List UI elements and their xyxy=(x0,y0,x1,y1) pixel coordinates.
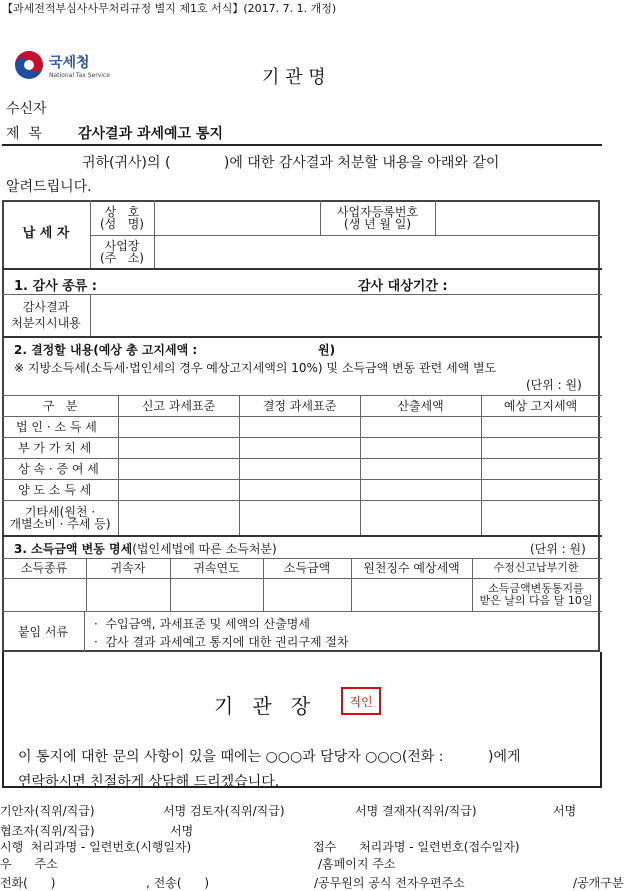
phone-label: 전화( ) xyxy=(0,876,56,890)
trade-name-label xyxy=(90,200,154,235)
reg-no-text: 사업자등록번호 xyxy=(336,204,419,219)
col-attribution-year: 귀속연도 xyxy=(193,561,240,575)
col-withholding-tax: 원천징수 예상세액 xyxy=(363,561,460,575)
signature-block xyxy=(2,652,602,788)
disclosure-label: /공개구분 xyxy=(573,876,624,890)
col-expected-tax: 예상 고지세액 xyxy=(503,398,578,413)
logo-korean-text: 국세청 xyxy=(49,55,90,71)
section2-title: 2. 결정할 내용(예상 총 고지세액 : xyxy=(14,343,198,357)
form-reference-note: 【과세전적부심사사무처리규정 별지 제1호 서식】(2017. 7. 1. 개정) xyxy=(2,2,337,15)
intro-line1: 귀하(귀사)의 ( )에 대한 감사결과 처분할 내용을 아래와 같이 xyxy=(82,155,500,171)
taxpayer-label: 납 세 자 xyxy=(22,226,70,241)
deadline-line2: 받은 날의 다음 달 10일 xyxy=(479,593,593,607)
row-other-taxes xyxy=(2,500,118,535)
attachment-item-1: · 수입금액, 과세표준 및 세액의 산출명세 xyxy=(94,617,310,631)
taegeuk-emblem-icon xyxy=(14,50,44,80)
other-taxes-line1: 기타세(원천 · xyxy=(24,504,96,519)
collaborator-label: 협조자(직위/직급) xyxy=(0,824,95,838)
col-reported-tax-base: 신고 과세표준 xyxy=(141,398,216,413)
intro-line2: 알려드립니다. xyxy=(6,179,92,195)
col-income-amount: 소득금액 xyxy=(283,561,331,575)
approver-signature-label: 서명 xyxy=(553,804,577,818)
col-category: 구 분 xyxy=(42,398,78,413)
attachment-item-2: · 감사 결과 과세예고 통지에 대한 권리구제 절차 xyxy=(94,635,349,649)
official-email-label: /공무원의 공식 전자우편주소 xyxy=(314,876,465,890)
amended-return-deadline-value xyxy=(472,578,600,611)
col-income-type: 소득종류 xyxy=(20,561,68,575)
approver-label: 서명 결재자(직위/직급) xyxy=(355,804,477,818)
section2-unit: (단위 : 원) xyxy=(526,378,582,392)
audit-period-label: 감사 대상기간 : xyxy=(358,279,448,294)
row-vat: 부 가 가 치 세 xyxy=(18,441,92,455)
recipient-label: 수신자 xyxy=(6,101,47,117)
nts-logo xyxy=(14,50,44,80)
business-address-label xyxy=(90,235,154,268)
logo-english-text: National Tax Service xyxy=(49,72,110,79)
section3-title-rest: (법인세법에 따른 소득처분) xyxy=(132,542,277,556)
disposition-order-text: 처분지시내용 xyxy=(11,316,81,330)
birth-date-text: (생 년 월 일) xyxy=(343,216,412,231)
audit-type-label: 1. 감사 종류 : xyxy=(14,279,97,294)
fax-label: , 전송( ) xyxy=(146,876,210,890)
col-amended-return-deadline: 수정신고납부기한 xyxy=(493,561,579,574)
col-determined-tax-base: 결정 과세표준 xyxy=(262,398,337,413)
postal-address-label: 우 주소 xyxy=(0,857,58,871)
section3-title-bold: 3. 소득금액 변동 명세 xyxy=(14,542,133,556)
contact-line2: 연락하시면 친절하게 상담해 드리겠습니다. xyxy=(18,774,280,790)
audit-result-label xyxy=(2,294,90,336)
attachments-label: 붙임 서류 xyxy=(17,624,69,639)
subject-divider xyxy=(2,144,602,146)
other-taxes-line2: 개별소비 · 주세 등) xyxy=(9,516,111,531)
section2-title-unit: 원) xyxy=(318,343,336,357)
business-place-text: 사업장 xyxy=(104,238,140,253)
drafter-label: 기안자(직위/직급) xyxy=(0,804,95,818)
col-recipient: 귀속자 xyxy=(110,561,146,575)
homepage-label: /홈페이지 주소 xyxy=(318,857,396,871)
col-calculated-tax: 산출세액 xyxy=(397,398,444,413)
row-capital-gains-tax: 양 도 소 득 세 xyxy=(18,483,92,497)
section3-title xyxy=(14,540,277,557)
receipt-label: 접수 처리과명 - 일련번호(접수일자) xyxy=(313,840,520,854)
contact-line1: 이 통지에 대한 문의 사항이 있을 때에는 ○○○과 담당자 ○○○(전화 : )에게 xyxy=(18,749,521,765)
row-inheritance-gift-tax: 상 속 · 증 여 세 xyxy=(18,462,99,476)
registration-number-label xyxy=(320,200,435,235)
deadline-line1: 소득금액변동통지를 xyxy=(488,581,584,595)
agency-name: 기 관 명 xyxy=(262,67,326,88)
subject-label: 제 목 xyxy=(6,126,42,142)
reviewer-label: 서명 검토자(직위/직급) xyxy=(163,804,285,818)
official-seal xyxy=(341,687,381,715)
section3-unit: (단위 : 원) xyxy=(530,542,586,556)
local-income-tax-note: ※ 지방소득세(소득세·법인세의 경우 예상고지세액의 10%) 및 소득금액 변동 관련 세액 별도 xyxy=(14,361,497,375)
seal-text: 직인 xyxy=(349,694,373,709)
audit-result-text: 감사결과 xyxy=(22,300,70,314)
row-corporate-income-tax: 법 인 · 소 득 세 xyxy=(16,420,97,434)
person-name-text: (성 명) xyxy=(100,216,144,231)
enforcement-label: 시행 처리과명 - 일련번호(시행일자) xyxy=(0,840,192,854)
collaborator-signature-label: 서명 xyxy=(170,824,194,838)
subject-text: 감사결과 과세예고 통지 xyxy=(78,126,223,142)
agency-head-title: 기 관 장 xyxy=(214,694,311,718)
trade-name-text: 상 호 xyxy=(104,204,140,219)
address-text: (주 소) xyxy=(100,250,144,265)
